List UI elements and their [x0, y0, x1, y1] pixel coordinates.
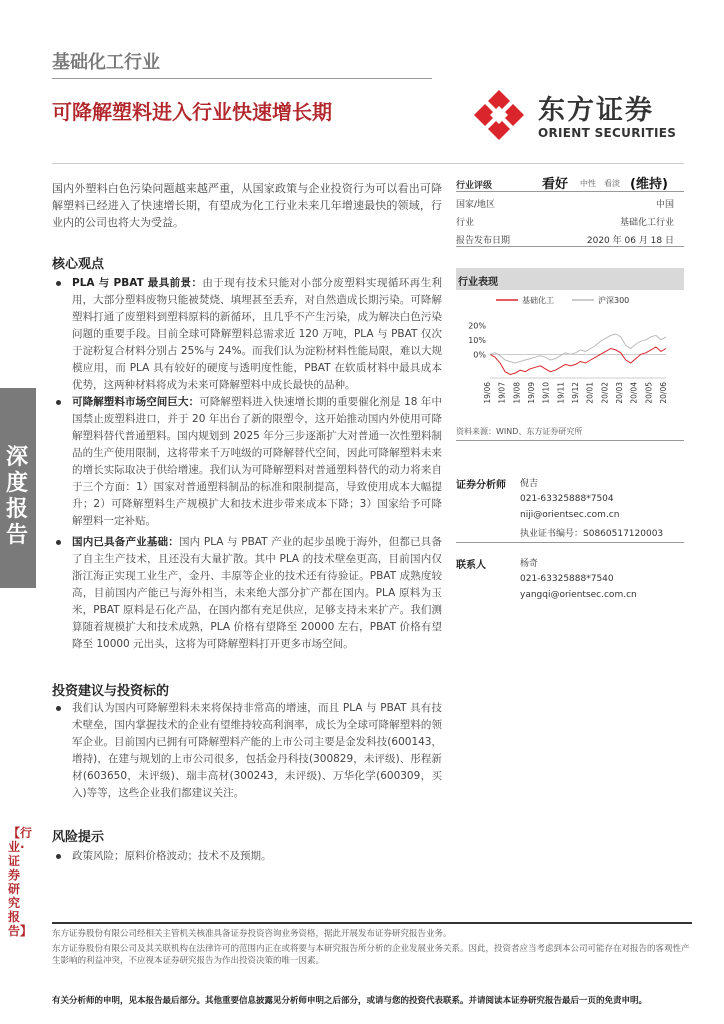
info-key: 国家/地区 [456, 200, 496, 210]
risk-body: 政策风险；原料价格波动；技术不及预期。 [72, 850, 272, 862]
rating-table [456, 170, 684, 247]
risk-item [56, 848, 442, 865]
summary-paragraph: 国内外塑料白色污染问题越来越严重，从国家政策与企业投资行为可以看出可降解塑料已经进入了快速增长期，有望成为化工行业未来几年增速最快的领域，行业内的公司也将大为受益。 [52, 182, 442, 229]
core-point-body: 国内 PLA 与 PBAT 产业的起步虽晚于海外，但都已具备了自主生产技术，且还没有大量扩散。其中 PLA 的技术壁垒更高，目前国内仅浙江海正实现工业生产，金丹、丰原等企业的技术还有待验证。PBAT 成熟度较高，目前国内产能已与海外相当，未来绝大部分扩产都在国内。PLA 原料为玉米，PBAT 原料是石化产品，在国内都有充足供应，足够支持未来扩产。我们测算随着规模扩大和技术成熟，PLA 价格有望降至 20000 左右，PBAT 价格有望降至 10000 元出头，这将为可降解塑料打开更多市场空间。 [72, 536, 443, 650]
divider [456, 542, 684, 543]
legend-label: 沪深300 [598, 296, 630, 305]
x-tick-label: 20/03 [615, 382, 624, 404]
x-tick-label: 20/02 [600, 382, 610, 404]
divider [456, 440, 684, 441]
info-value: 2020 年 06 月 18 日 [586, 236, 674, 246]
footer-divider [52, 922, 692, 924]
x-tick-label: 20/01 [585, 382, 595, 404]
core-points-title: 核心观点 [52, 257, 105, 272]
contact-name: 杨奇 [520, 559, 539, 569]
logo-chinese-name: 东方证券 [538, 95, 654, 126]
rating-neutral: 中性 [580, 179, 596, 188]
analyst-phone: 021-63325888*7504 [520, 494, 614, 504]
industry-title: 基础化工行业 [52, 52, 160, 73]
x-tick-label: 19/11 [556, 382, 566, 404]
rating-row [456, 170, 684, 192]
y-tick-label: 0% [473, 350, 486, 360]
core-point-head: 国内已具备产业基础： [72, 536, 179, 548]
rating-info-row [456, 230, 684, 247]
header-divider [52, 78, 432, 79]
investment-title: 投资建议与投资标的 [52, 684, 170, 699]
core-point-item [56, 394, 442, 530]
info-value: 中国 [655, 200, 674, 210]
rating-bearish: 看淡 [604, 179, 620, 188]
series-line [490, 334, 666, 363]
x-tick-label: 19/12 [571, 382, 580, 404]
deep-report-label: 深度报告 [6, 445, 29, 548]
y-tick-label: 20% [468, 321, 486, 331]
core-point-item [56, 275, 442, 394]
footer-qualification: 东方证券股份有限公司经相关主管机关核准具备证券投资咨询业务资格，据此开展发布证券研究报告业务。 [52, 929, 452, 939]
info-key: 报告发布日期 [456, 236, 511, 246]
report-type-tag: 【行业·证券研究报告】 [8, 826, 33, 938]
logo-english-name: ORIENT SECURITIES [538, 126, 677, 140]
contact-phone: 021-63325888*7540 [520, 574, 614, 584]
chart-source: 资料来源：WIND、东方证券研究所 [456, 427, 583, 436]
rating-info-row [456, 194, 684, 210]
analyst-label: 证券分析师 [456, 480, 506, 491]
core-point-head: PLA 与 PBAT 最具前景： [72, 277, 203, 289]
x-tick-label: 19/10 [541, 382, 551, 404]
orient-logo-icon [472, 88, 526, 142]
summary-divider [52, 163, 684, 164]
investment-item [56, 700, 442, 802]
investment-body: 我们认为国内可降解塑料未来将保持非常高的增速，而且 PLA 与 PBAT 具有技术壁垒，国内掌握技术的企业有望维持较高利润率，成长为全球可降解塑料的领军企业。目前国内已拥有可降解塑料产能的上市公司主要是金发科技(600143，增持)，在建与规划的上市公司很多，包括金丹科技(300829，未评级)、彤程新材(603650，未评级)、瑞丰高材(300243，未评级)、万华化学(600309，买入)等等，这些企业我们都建议关注。 [72, 702, 442, 799]
x-tick-label: 20/06 [659, 382, 668, 404]
contact-label: 联系人 [456, 560, 486, 571]
footer-disclosure: 东方证券股份有限公司及其关联机构在法律许可的范围内正在或将要与本研究报告所分析的企业发展业务关系。因此，投资者应当考虑到本公司可能存在对报告的客观性产生影响的利益冲突，不应视本证券研究报告为作出投资决策的唯一因素。 [52, 944, 690, 966]
risk-title: 风险提示 [52, 830, 105, 845]
analyst-name: 倪吉 [520, 479, 539, 489]
rating-info-row [456, 212, 684, 228]
core-point-head: 可降解塑料市场空间巨大： [72, 396, 200, 408]
x-tick-label: 20/05 [644, 382, 654, 404]
x-tick-label: 19/07 [497, 382, 507, 404]
y-tick-label: 10% [468, 335, 486, 345]
rating-value: 看好 [542, 177, 569, 192]
info-value: 基础化工行业 [619, 218, 674, 228]
company-logo [472, 88, 682, 144]
performance-header: 行业表现 [456, 268, 684, 290]
x-tick-label: 19/08 [512, 382, 522, 404]
info-key: 行业 [456, 218, 475, 228]
x-tick-label: 19/06 [483, 382, 492, 404]
analyst-cert: 执业证书编号：S0860517120003 [520, 529, 664, 539]
rating-maintain: (维持) [630, 177, 668, 192]
contact-email[interactable]: yangqi@orientsec.com.cn [520, 590, 637, 600]
performance-chart [456, 292, 684, 412]
report-title: 可降解塑料进入行业快速增长期 [52, 100, 332, 124]
core-point-item [56, 534, 442, 653]
x-tick-label: 19/09 [527, 382, 536, 404]
x-tick-label: 20/04 [629, 382, 639, 404]
core-point-body: 由于现有技术只能对小部分废塑料实现循环再生利用，大部分塑料废物只能被焚烧、填埋甚至丢弃，对自然造成长期污染。可降解塑料打通了废塑料到塑料原料的新循环，且几乎不产生污染，成为解决白色污染问题的重要手段。目前全球可降解塑料总需求近 120 万吨，PLA 与 PBAT 仅次于淀粉复合材料分别占 25%与 24%。而我们认为淀粉材料性能局限，难以大规模应用，而 PLA 具有较好的硬度与透明度性能，PBAT 在软质材料中最具成本优势，这两种材料将成为未来可降解塑料中成长最快的品种。 [72, 277, 442, 391]
legend-label: 基础化工 [522, 296, 554, 305]
rating-label: 行业评级 [456, 181, 493, 191]
analyst-email[interactable]: niji@orientsec.com.cn [520, 510, 620, 520]
core-point-body: 可降解塑料进入快速增长期的重要催化剂是 18 年中国禁止废塑料进口，并于 20 年出台了新的限塑令，这开始推动国内外使用可降解塑料替代普通塑料。国内规划到 2025 年分三步逐渐扩大对普通一次性塑料制品的生产使用限制，这将带来千万吨级的可降解替代空间，因此可降解塑料未来的增长实际取决于供给增速。我们认为可降解塑料对普通塑料替代的动力将来自于三个方面：1）国家对普通塑料制品的标准和限制提高，导致使用成本大幅提升；2）可降解塑料生产规模扩大和技术进步带来成本下降；3）国家给予可降解塑料一定补贴。 [72, 396, 442, 527]
footer-disclaimer: 有关分析师的申明，见本报告最后部分。其他重要信息披露见分析师申明之后部分，或请与您的投资代表联系。并请阅读本证券研究报告最后一页的免责申明。 [52, 996, 648, 1006]
